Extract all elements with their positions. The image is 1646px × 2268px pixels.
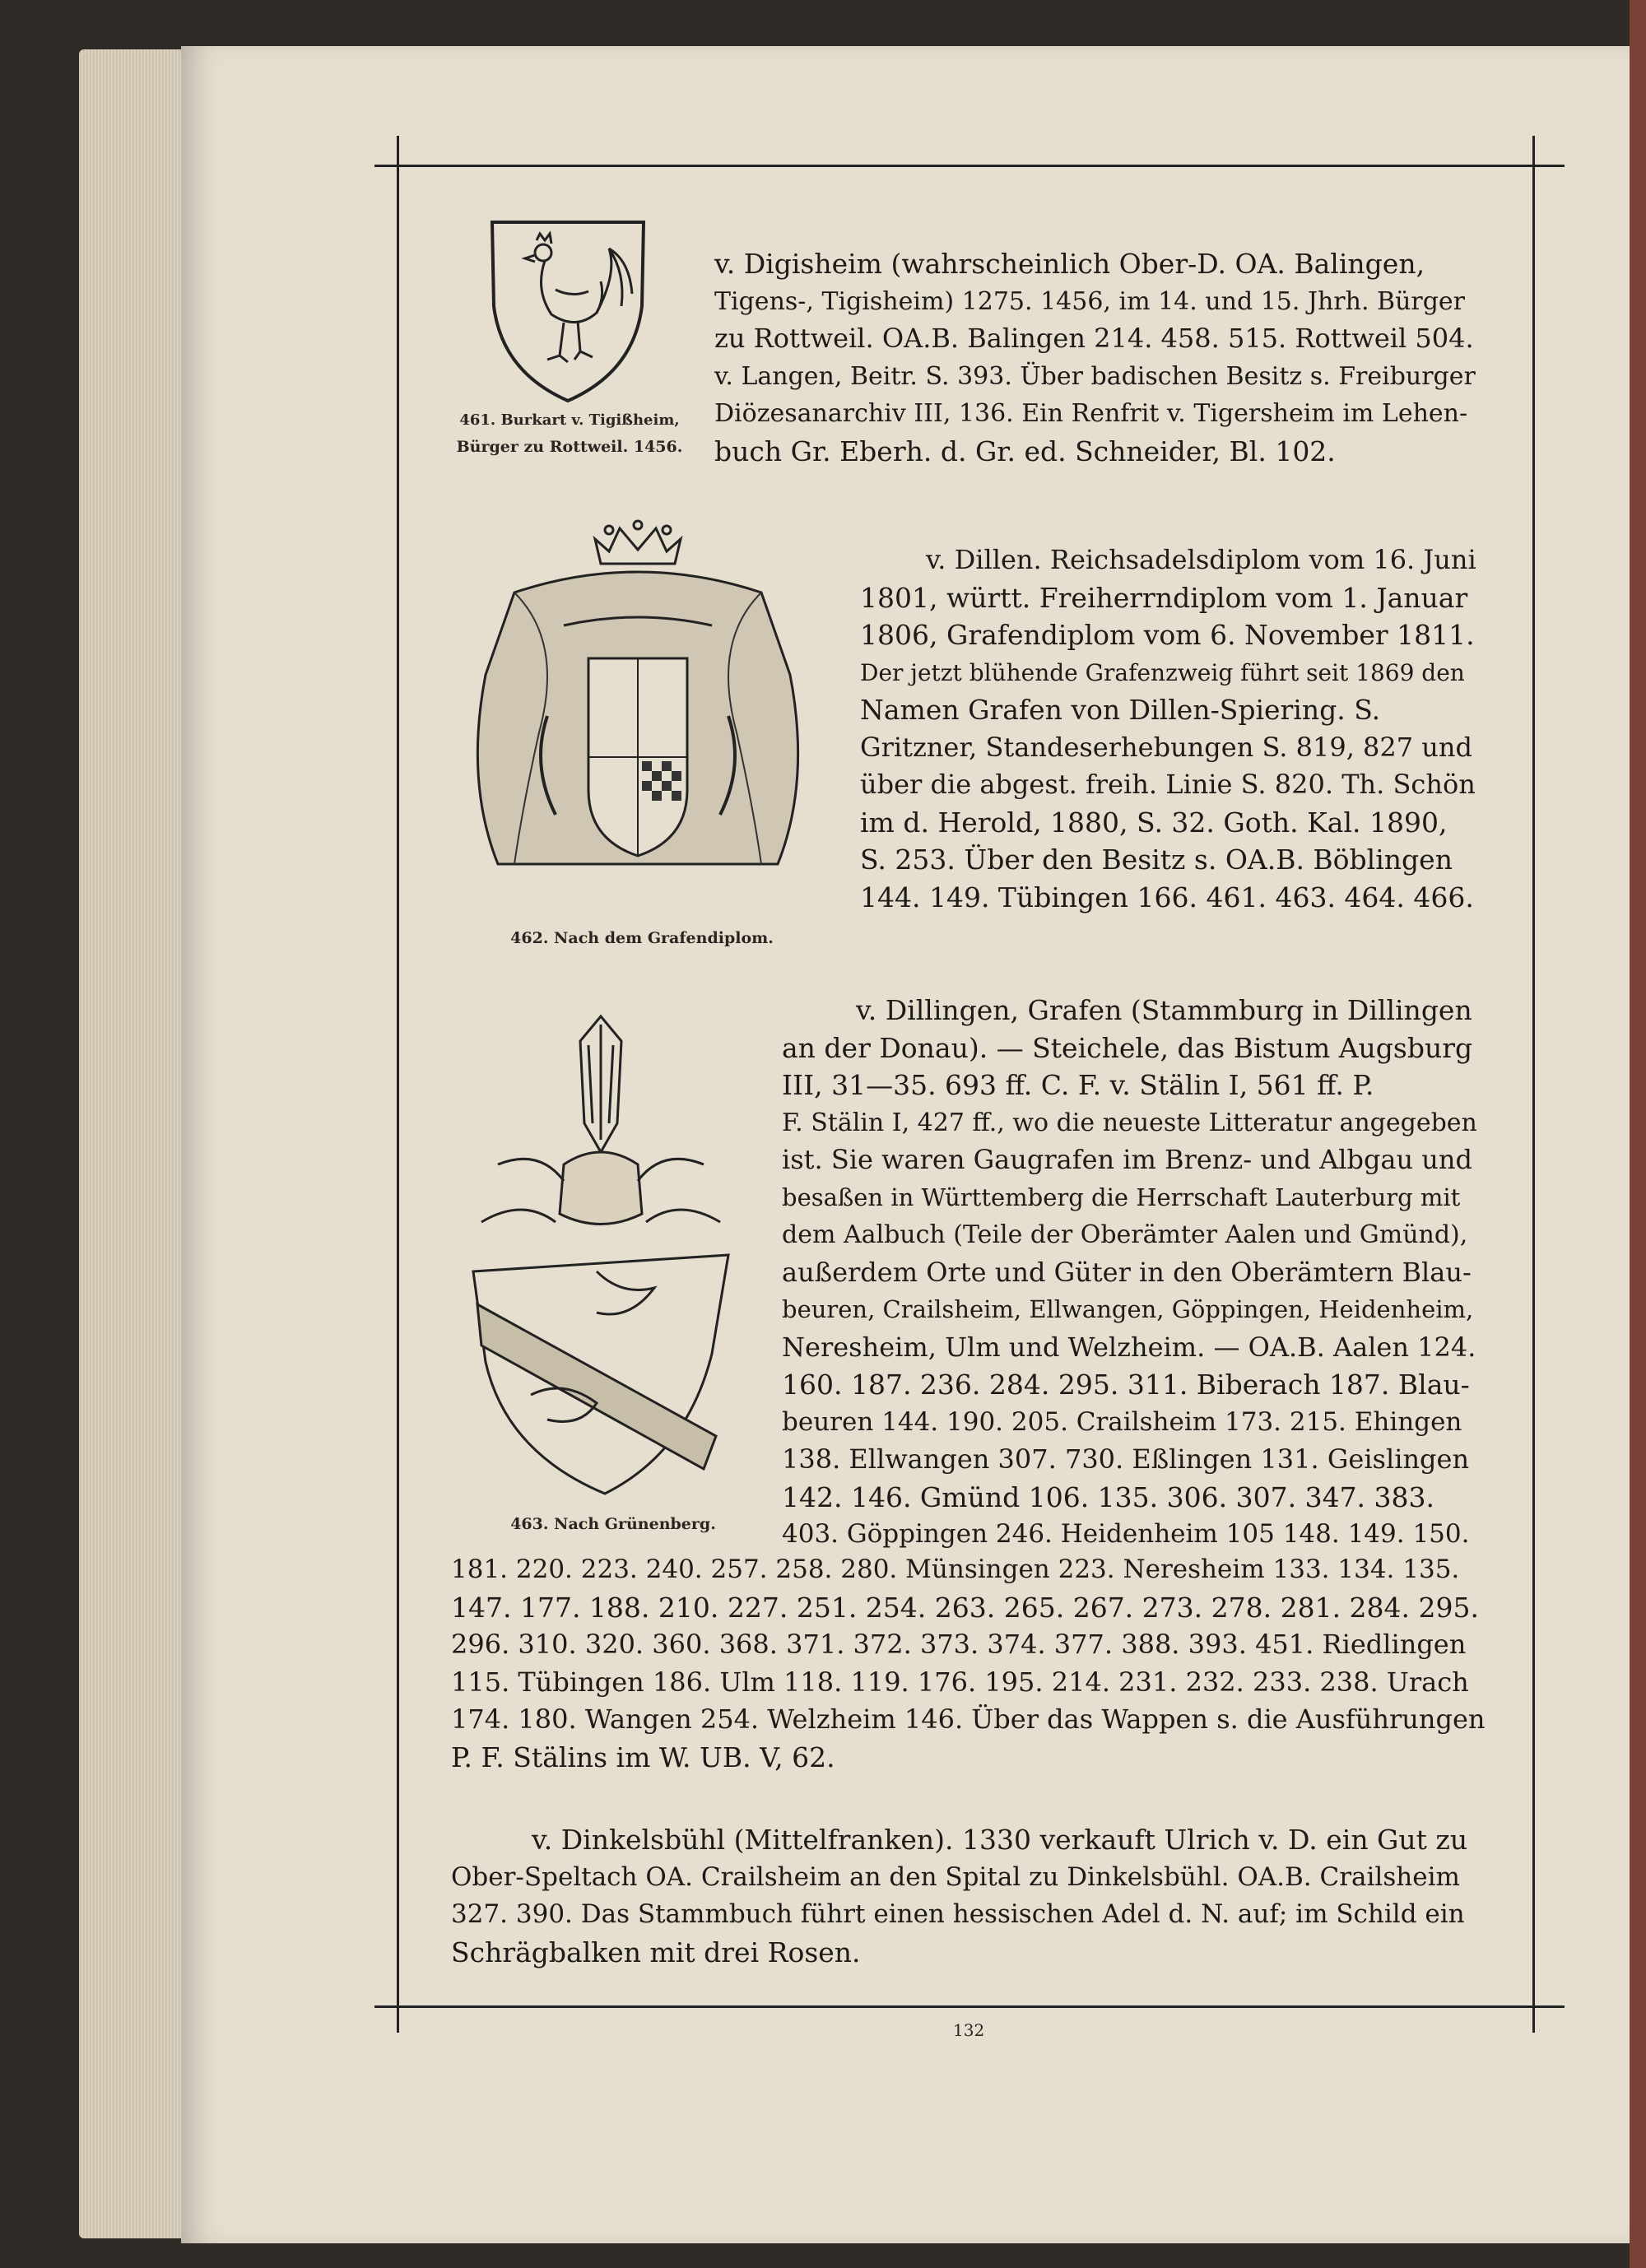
text-line: Der jetzt blühende Grafenzweig führt seit 1869 den: [860, 658, 1465, 686]
entry-dinkelsbuehl: [451, 1821, 1488, 1971]
bottom-left-tick: [397, 1991, 399, 2033]
text-line: ist. Sie waren Gaugrafen im Brenz- und Albgau und: [782, 1144, 1472, 1175]
text-line: 144. 149. Tübingen 166. 461. 463. 464. 466.: [860, 881, 1474, 913]
page-number: 132: [953, 2020, 985, 2040]
text-line: 147. 177. 188. 210. 227. 251. 254. 263. 265. 267. 273. 278. 281. 284. 295.: [451, 1591, 1480, 1624]
text-line: Namen Grafen von Dillen-Spiering. S.: [860, 694, 1381, 726]
text-line: III, 31—35. 693 ff. C. F. v. Stälin I, 561 ff. P.: [782, 1069, 1374, 1101]
entry-dillingen: [782, 992, 1481, 1554]
right-rule: [1532, 165, 1535, 2008]
entry-dillen: [860, 541, 1486, 916]
text-line: 327. 390. Das Stammbuch führt einen hessischen Adel d. N. auf; im Schild ein: [451, 1899, 1465, 1929]
text-line: v. Langen, Beitr. S. 393. Über badischen Besitz s. Freiburger: [714, 361, 1476, 391]
text-line: 115. Tübingen 186. Ulm 118. 119. 176. 195. 214. 231. 232. 233. 238. Urach: [451, 1666, 1469, 1698]
text-line: zu Rottweil. OA.B. Balingen 214. 458. 515. Rottweil 504.: [714, 323, 1474, 354]
left-rule: [397, 165, 399, 2008]
plume-icon: [580, 1016, 621, 1152]
text-line: 296. 310. 320. 360. 368. 371. 372. 373. 374. 377. 388. 393. 451. Riedlingen: [451, 1629, 1467, 1660]
text-line: buch Gr. Eberh. d. Gr. ed. Schneider, Bl. 102.: [714, 435, 1336, 467]
entry-digisheim: [714, 245, 1480, 470]
text-line: außerdem Orte und Güter in den Oberämtern Blau-: [782, 1256, 1472, 1288]
bottom-right-tick: [1532, 1991, 1535, 2033]
text-line: F. Stälin I, 427 ff., wo die neueste Litteratur angegeben: [782, 1108, 1477, 1137]
text-line: dem Aalbuch (Teile der Oberämter Aalen und Gmünd),: [782, 1220, 1468, 1249]
text-line: Diözesanarchiv III, 136. Ein Renfrit v. Tigersheim im Lehen-: [714, 399, 1468, 428]
bottom-rule: [374, 2005, 1565, 2008]
caption-463: 463. Nach Grünenberg.: [510, 1515, 716, 1533]
text-line: Gritzner, Standeserhebungen S. 819, 827 und: [860, 731, 1472, 763]
text-line: 142. 146. Gmünd 106. 135. 306. 307. 347. 383.: [782, 1480, 1435, 1513]
crown-icon: [595, 521, 681, 564]
caption-461: 461. Burkart v. Tigißheim, Bürger zu Rottweil. 1456.: [456, 411, 683, 456]
text-line: Neresheim, Ulm und Welzheim. — OA.B. Aalen 124.: [782, 1331, 1476, 1363]
text-line: P. F. Stälins im W. UB. V, 62.: [451, 1741, 835, 1773]
text-line: Schrägbalken mit drei Rosen.: [451, 1936, 861, 1968]
top-rule: [374, 165, 1565, 167]
rooster-icon: [525, 234, 632, 362]
text-line: v. Dillen. Reichsadelsdiplom vom 16. Juni: [926, 544, 1476, 575]
text-line: S. 253. Über den Besitz s. OA.B. Böblingen: [860, 844, 1453, 876]
text-line: beuren 144. 190. 205. Crailsheim 173. 215. Ehingen: [782, 1406, 1462, 1437]
text-line: v. Dillingen, Grafen (Stammburg in Dillingen: [856, 994, 1472, 1026]
entry-dillingen-continued: [451, 1551, 1488, 1776]
text-line: 403. Göppingen 246. Heidenheim 105 148. 149. 150.: [782, 1519, 1470, 1549]
text-line: besaßen in Württemberg die Herrschaft Lauterburg mit: [782, 1183, 1461, 1211]
text-line: Tigens-, Tigisheim) 1275. 1456, im 14. und 15. Jhrh. Bürger: [714, 286, 1466, 316]
text-line: 1806, Grafendiplom vom 6. November 1811.: [860, 619, 1475, 651]
text-line: 1801, württ. Freiherrndiplom vom 1. Januar: [860, 581, 1468, 614]
caption-462: 462. Nach dem Grafendiplom.: [510, 929, 774, 947]
text-line: über die abgest. freih. Linie S. 820. Th. Schön: [860, 769, 1476, 800]
text-line: 181. 220. 223. 240. 257. 258. 280. Münsingen 223. Neresheim 133. 134. 135.: [451, 1555, 1460, 1584]
text-line: beuren, Crailsheim, Ellwangen, Göppingen, Heidenheim,: [782, 1295, 1474, 1323]
text-line: v. Digisheim (wahrscheinlich Ober-D. OA. Balingen,: [714, 248, 1425, 280]
text-line: an der Donau). — Steichele, das Bistum Augsburg: [782, 1031, 1473, 1064]
text-line: im d. Herold, 1880, S. 32. Goth. Kal. 1890,: [860, 806, 1448, 839]
text-line: 174. 180. Wangen 254. Welzheim 146. Über das Wappen s. die Ausführungen: [451, 1703, 1486, 1735]
text-line: 160. 187. 236. 284. 295. 311. Biberach 187. Blau-: [782, 1369, 1470, 1401]
coat-of-arms-462-grafendiplom: [465, 518, 811, 897]
text-line: Ober-Speltach OA. Crailsheim an den Spital zu Dinkelsbühl. OA.B. Crailsheim: [451, 1861, 1460, 1892]
text-line: v. Dinkelsbühl (Mittelfranken). 1330 verkauft Ulrich v. D. ein Gut zu: [532, 1824, 1468, 1856]
book-cover-edge: [1630, 0, 1646, 2268]
coat-of-arms-463-gruenenberg: [465, 1008, 737, 1502]
text-line: 138. Ellwangen 307. 730. Eßlingen 131. Geislingen: [782, 1443, 1470, 1475]
coat-of-arms-461-rooster: [481, 216, 654, 405]
